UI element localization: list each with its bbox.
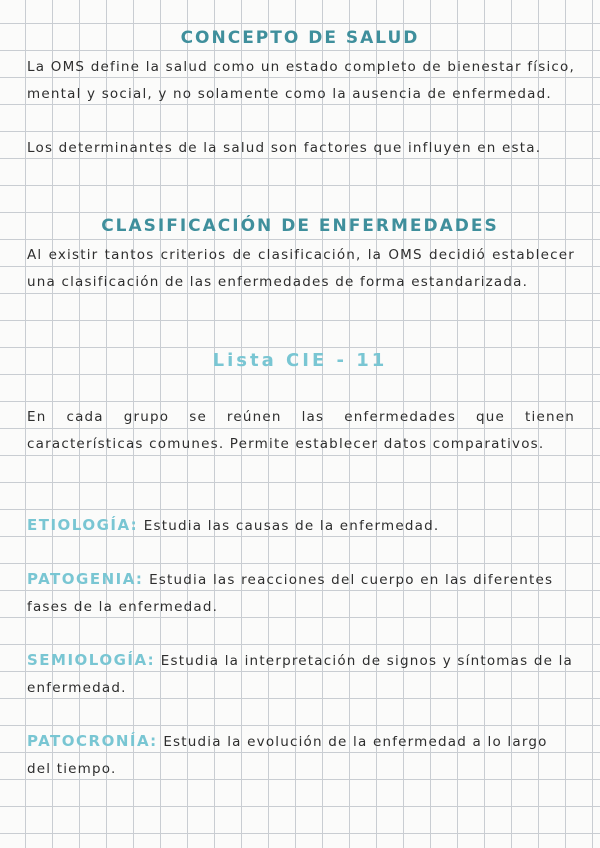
term-colon: : [147, 651, 155, 669]
term-semiologia [27, 647, 575, 702]
term-etiologia [27, 512, 575, 540]
term-definition: Estudia las causas de la enfermedad. [143, 518, 440, 534]
term-colon: : [150, 732, 158, 750]
term-definition: Estudia las reacciones del cuerpo en las diferentes fases de la enfermedad. [27, 572, 554, 615]
cie-paragraph: En cada grupo se reúnen las enfermedades que tienen características comunes. Permite establecer datos comparativos. [27, 409, 575, 452]
cie-heading: Lista CIE - 11 [212, 350, 388, 371]
term-definition: Estudia la evolución de la enfermedad a lo largo del tiempo. [27, 734, 548, 777]
term-colon: : [130, 516, 138, 534]
term-definition: Estudia la interpretación de signos y síntomas de la enfermedad. [27, 653, 574, 696]
intro-paragraph-oms: La OMS define la salud como un estado completo de bienestar físico, mental y social, y no solamente como la ausencia de enfermedad. [27, 59, 575, 102]
intro-paragraph-determinants: Los determinantes de la salud son factores que influyen en esta. [27, 140, 542, 156]
term-name: PATOCRONÍA [27, 732, 151, 750]
classification-paragraph: Al existir tantos criterios de clasificación, la OMS decidió establecer una clasificación de las enfermedades de forma estandarizada. [27, 247, 575, 290]
classification-heading: CLASIFICACIÓN DE ENFERMEDADES [101, 216, 499, 236]
term-patocronia [27, 728, 575, 783]
term-name: ETIOLOGÍA [27, 516, 131, 534]
term-patogenia [27, 566, 575, 621]
term-name: SEMIOLOGÍA [27, 651, 148, 669]
page-title: CONCEPTO DE SALUD [180, 28, 420, 48]
term-name: PATOGENIA [27, 570, 136, 588]
term-colon: : [135, 570, 144, 588]
